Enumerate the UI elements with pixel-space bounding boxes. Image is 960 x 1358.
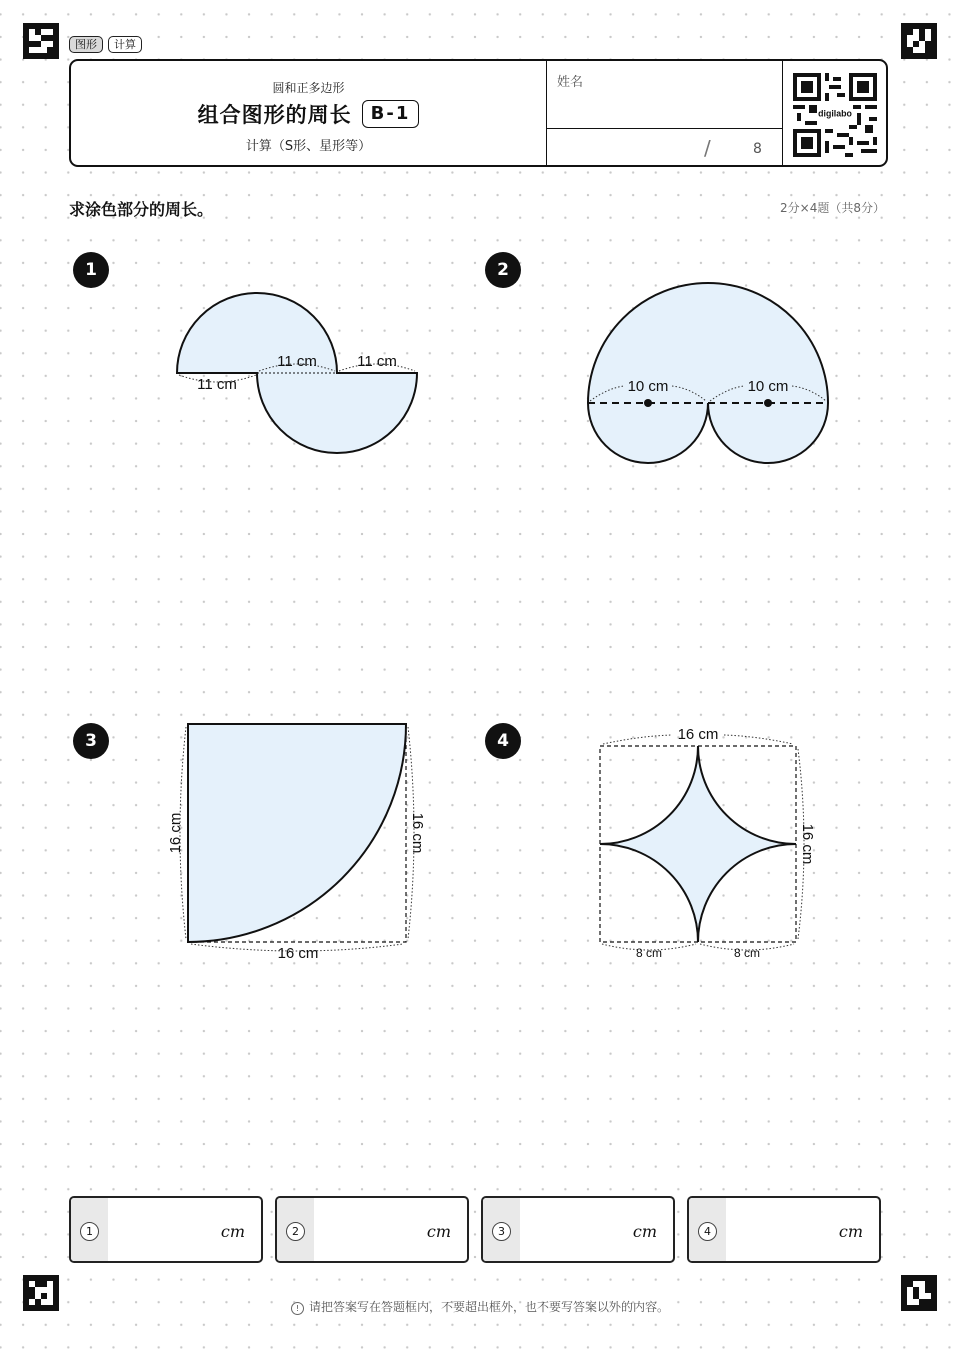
fig1-label-bottom: 11 cm [197, 376, 237, 393]
answer-number-3: 3 [492, 1222, 511, 1241]
answer-number-2: 2 [286, 1222, 305, 1241]
problem-number-4: 4 [485, 723, 521, 759]
header-subtitle: 圆和正多边形 [272, 81, 345, 95]
fig4-label-top: 16 cm [677, 726, 719, 743]
answer-box-4[interactable] [687, 1196, 881, 1263]
tag-shape: 图形 [69, 36, 103, 53]
page-title: 组合图形的周长 [197, 103, 352, 127]
points-info: 2分×4题（共8分） [780, 201, 885, 215]
score-total: 8 [753, 141, 762, 157]
answer-box-3[interactable] [481, 1196, 675, 1263]
fig3-label-bottom: 16 cm [277, 945, 319, 962]
answer-unit-3: cm [632, 1222, 657, 1241]
instruction-text: 求涂色部分的周长。 [69, 200, 214, 219]
fig2-label-left: 10 cm [627, 378, 669, 395]
worksheet-code-badge: B-1 [362, 100, 420, 128]
fig4-label-bottom-right: 8 cm [733, 946, 761, 960]
answer-unit-2: cm [426, 1222, 451, 1241]
fig3-label-right: 16 cm [409, 812, 426, 854]
answer-unit-1: cm [220, 1222, 245, 1241]
answer-unit-4: cm [838, 1222, 863, 1241]
answer-box-2[interactable] [275, 1196, 469, 1263]
problem-number-1: 1 [73, 252, 109, 288]
fig1-label-right: 11 cm [357, 353, 397, 370]
fig1-label-middle: 11 cm [277, 353, 317, 370]
answer-number-4: 4 [698, 1222, 717, 1241]
svg-text:digilabo: digilabo [818, 108, 852, 119]
footer-text: 请把答案写在答题框内，不要超出框外，也不要写答案以外的内容。 [308, 1300, 669, 1314]
info-icon: ! [291, 1302, 304, 1315]
tag-calculation: 计算 [108, 36, 142, 53]
answer-box-1[interactable] [69, 1196, 263, 1263]
footer-note [0, 1298, 960, 1315]
fig2-label-right: 10 cm [747, 378, 789, 395]
fig4-label-bottom-left: 8 cm [635, 946, 663, 960]
fig3-label-left: 16 cm [167, 812, 184, 854]
score-slash: / [704, 136, 711, 160]
name-label: 姓名 [557, 75, 584, 90]
problem-number-3: 3 [73, 723, 109, 759]
problem-number-2: 2 [485, 252, 521, 288]
header-category: 计算（S形、星形等） [245, 139, 372, 154]
fig4-label-right: 16 cm [799, 823, 816, 865]
answer-number-1: 1 [80, 1222, 99, 1241]
